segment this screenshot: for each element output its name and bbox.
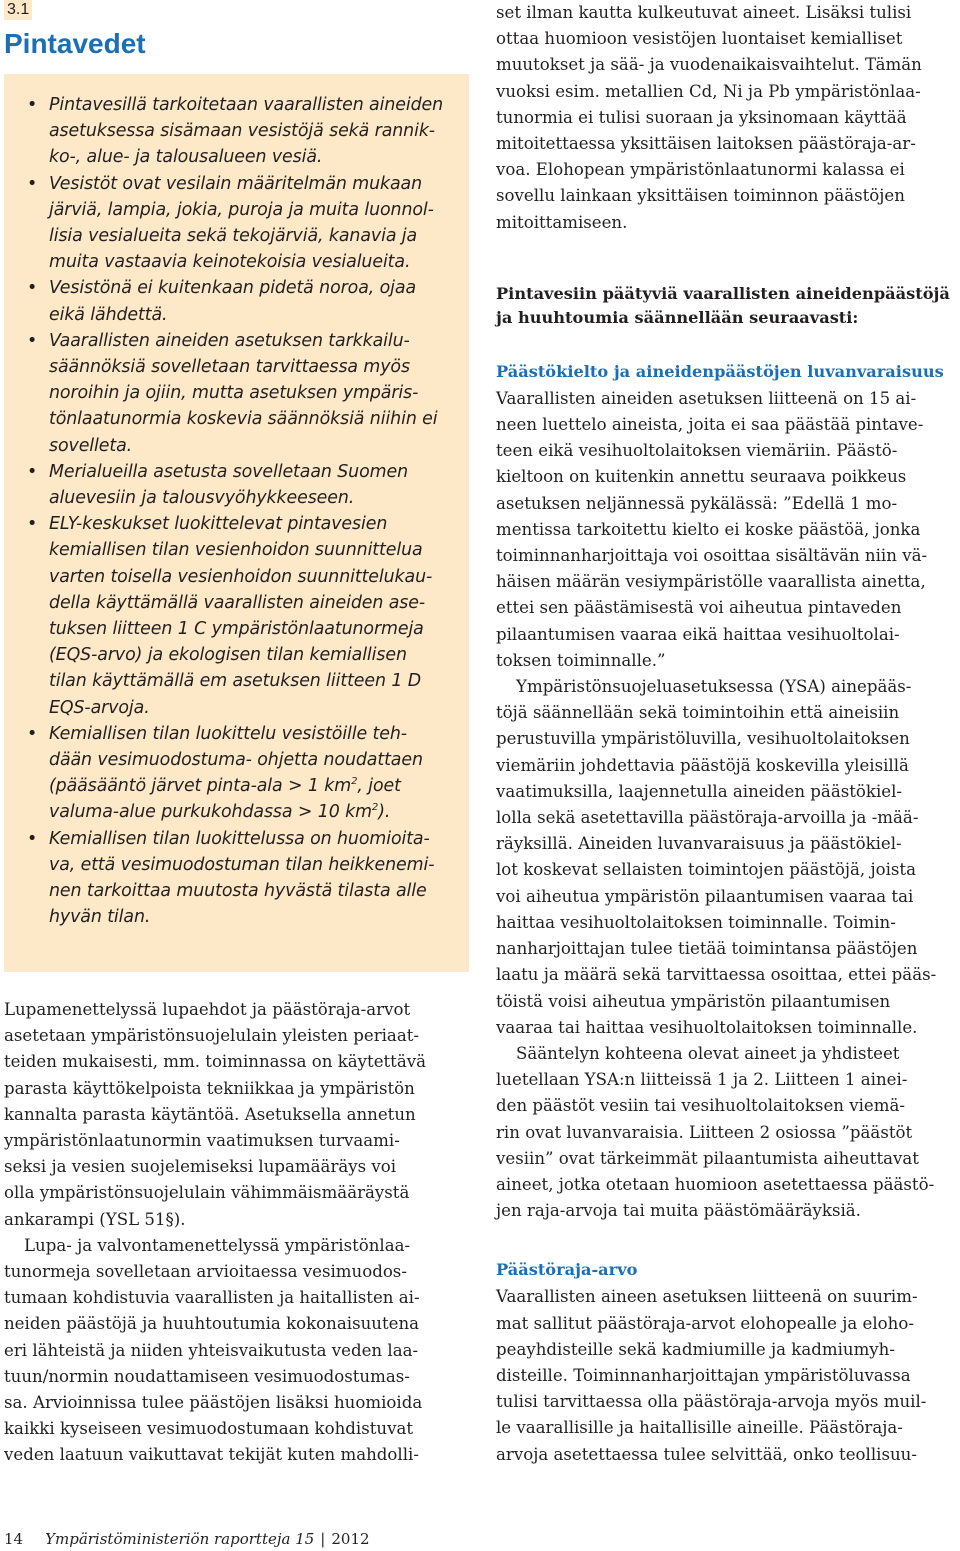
text-line: lolla sekä asetettavilla päästöraja-arvoilla ja -mää- xyxy=(496,808,919,828)
text-line: neen luettelo aineista, joita ei saa päästää pintave- xyxy=(496,415,924,435)
text-line: den päästöt vesiin tai vesihuoltolaitoksen viemä- xyxy=(496,1096,905,1116)
text-line: rin ovat luvanvaraisia. Liitteen 2 osiossa ”päästöt xyxy=(496,1122,913,1142)
bold-heading xyxy=(496,282,958,330)
text-line: hyvän tilan. xyxy=(49,907,151,928)
text-line: muutokset ja sää- ja vuodenaikaisvaihtelut. Tämän xyxy=(496,55,922,75)
text-line: vaatimuksilla, laajennetulla aineiden päästökiel- xyxy=(496,781,902,801)
text-line: kannalta parasta käytäntöä. Asetuksella annetun xyxy=(4,1104,416,1124)
callout-bullet-item xyxy=(25,328,455,459)
text-line: ankarampi (YSL 51§). xyxy=(4,1209,186,1229)
text-line: nanharjoittajan tulee tietää toimintansa päästöjen xyxy=(496,939,918,959)
text-line: varten toisella vesienhoidon suunnittelukau- xyxy=(49,566,433,587)
text-line: kemiallisen tilan vesienhoidon suunnittelua xyxy=(49,540,423,561)
text-line: kieltoon on kuitenkin annettu seuraava poikkeus xyxy=(496,467,907,487)
text-line: Vaarallisten aineen asetuksen liitteenä on suurim- xyxy=(496,1287,918,1307)
text-line: dään vesimuodostuma- ohjetta noudattaen xyxy=(49,750,423,771)
text-line: disteille. Toiminnanharjoittajan ympäristöluvassa xyxy=(496,1365,911,1385)
text-line: tumaan kohdistuvia vaarallisten ja haitallisten ai- xyxy=(4,1288,420,1308)
text-line: • Pintavesillä tarkoitetaan vaarallisten aineiden xyxy=(49,95,444,115)
text-line: tuksen liitteen 1 C ympäristönlaatunormeja xyxy=(49,619,424,640)
text-line: set ilman kautta kulkeutuvat aineet. Lisäksi tulisi xyxy=(496,3,912,22)
superscript: 2 xyxy=(371,802,379,814)
text-line: lot koskevat sellaisten toimintojen päästöjä, joista xyxy=(496,860,916,880)
text-line: va, että vesimuodostuman tilan heikkenemi- xyxy=(49,854,435,875)
text-line: vesiin” ovat tärkeimmät pilaantumista aiheuttavat xyxy=(496,1148,919,1168)
callout-bullet-item xyxy=(25,721,455,826)
text-line: päästöjen luvanvaraisuus xyxy=(714,361,944,381)
text-line: teiden mukaisesti, mm. toiminnassa on käytettävä xyxy=(4,1052,427,1072)
text-line: luetellaan YSA:n liitteissä 1 ja 2. Liitteen 1 ainei- xyxy=(496,1070,908,1090)
callout-box xyxy=(4,74,469,972)
paragraph xyxy=(496,1041,958,1224)
text-line: voa. Elohopean ympäristönlaatunormi kalassa ei xyxy=(496,160,905,180)
footer-year: 2012 xyxy=(331,1530,370,1548)
text-line: vuoksi esim. metallien Cd, Ni ja Pb ympäristönlaa- xyxy=(496,81,921,101)
text-line: kaikki kyseiseen vesimuodostumaan kohdistuvat xyxy=(4,1419,414,1439)
text-line: sovellu lainkaan yksittäisen toiminnon päästöjen xyxy=(496,186,905,206)
text-line: päästöjä ja huuhtoumia säännellään seuraavasti: xyxy=(496,283,950,327)
text-line: le vaarallisille ja haitallisille aineille. Päästöraja- xyxy=(496,1418,903,1438)
text-line: • Vesistöt ovat vesilain määritelmän mukaan xyxy=(49,173,423,194)
text-run: , joet xyxy=(357,776,401,797)
section-number: 3.1 xyxy=(4,0,32,20)
text-line: mat sallitut päästöraja-arvot elohopealle ja eloho- xyxy=(496,1313,914,1333)
text-line: haittaa vesihuoltolaitoksen toiminnalle. Toimin- xyxy=(496,912,896,932)
page-number: 14 xyxy=(4,1530,24,1548)
paragraph xyxy=(4,1233,468,1469)
text-run: ). xyxy=(378,802,391,823)
text-line: toiminnanharjoittaja voi osoittaa sisältävän niin vä- xyxy=(496,546,928,566)
text-line: nen tarkoittaa muutosta hyvästä tilasta alle xyxy=(49,881,427,902)
text-line: viemäriin johdettavia päästöjä koskevilla yleisillä xyxy=(496,755,909,775)
paragraph xyxy=(496,0,958,236)
text-line: ko-, alue- ja talousalueen vesiä. xyxy=(49,147,323,168)
text-line: asetuksessa sisämaan vesistöjä sekä rannik- xyxy=(49,121,435,142)
text-line xyxy=(49,799,455,825)
text-line: vaaraa tai haittaa vesihuoltolaitoksen toiminnalle. xyxy=(496,1017,918,1037)
callout-bullet-item xyxy=(25,275,455,327)
paragraph xyxy=(496,674,958,1041)
text-line: tulisi tarvittaessa olla päästöraja-arvoja myös muil- xyxy=(496,1392,927,1412)
text-line: sa. Arvioinnissa tulee päästöjen lisäksi huomioida xyxy=(4,1393,423,1413)
text-line: jen raja-arvoja tai muita päästömääräyksiä. xyxy=(496,1201,861,1221)
text-line: häisen määrän vesiympäristölle vaarallista ainetta, xyxy=(496,572,926,592)
text-line: perustuvilla ympäristöluvilla, vesihuoltolaitoksen xyxy=(496,729,910,749)
left-body-text xyxy=(4,997,468,1469)
text-line: Lupamenettelyssä lupaehdot ja päästöraja-arvot xyxy=(4,1000,411,1019)
text-line: neiden päästöjä ja huuhtoutumia kokonaisuutena xyxy=(4,1314,420,1334)
text-line: Pintavesiin päätyviä vaarallisten aineiden xyxy=(496,283,874,303)
callout-bullet-item xyxy=(25,92,455,171)
text-line: parasta käyttökelpoista tekniikkaa ja ympäristön xyxy=(4,1078,415,1098)
text-line: teen eikä vesihuoltolaitoksen viemäriin. Päästö- xyxy=(496,441,898,461)
text-line: Vaarallisten aineiden asetuksen liitteenä on 15 ai- xyxy=(496,388,917,408)
text-line: peayhdisteille sekä kadmiumille ja kadmiumyh- xyxy=(496,1339,895,1359)
subheading-paastokielto xyxy=(496,360,958,384)
callout-bullet-item xyxy=(25,171,455,276)
text-line: ottaa huomioon vesistöjen luontaiset kemialliset xyxy=(496,29,903,49)
text-run: (pääsääntö järvet pinta-ala > 1 km xyxy=(49,776,352,797)
paragraph xyxy=(496,1284,958,1467)
text-line: olla ympäristönsuojelulain vähimmäismääräystä xyxy=(4,1183,410,1203)
text-line: eikä lähdettä. xyxy=(49,304,168,325)
callout-bullet-item xyxy=(25,511,455,721)
callout-bullet-item xyxy=(25,459,455,511)
text-line: della käyttämällä vaarallisten aineiden ase- xyxy=(49,592,426,613)
text-line: pilaantumisen vaaraa eikä haittaa vesihuoltolai- xyxy=(496,624,900,644)
text-line: tilan käyttämällä em asetuksen liitteen 1 D xyxy=(49,671,422,692)
text-line: EQS-arvoja. xyxy=(49,697,150,718)
text-line: töjä säännellään sekä toimintoihin että aineisiin xyxy=(496,703,900,723)
text-line: aineet, jotka otetaan huomioon asetettaessa päästö- xyxy=(496,1174,935,1194)
text-line xyxy=(49,773,455,799)
publication-name: Ympäristöministeriön raportteja 15 xyxy=(45,1530,315,1548)
text-line: asetetaan ympäristönsuojelulain yleisten periaat- xyxy=(4,1026,419,1046)
text-line: töistä voisi aiheutua ympäristön pilaantumisen xyxy=(496,991,891,1011)
right-column xyxy=(496,0,958,1468)
text-line: seksi ja vesien suojelemiseksi lupamääräys voi xyxy=(4,1157,397,1177)
text-line: ympäristönlaatunormin vaatimuksen turvaami- xyxy=(4,1131,400,1151)
text-line: tuun/normin noudattamiseen vesimuodostumas- xyxy=(4,1366,410,1386)
text-line: mitoitettaessa yksittäisen laitoksen päästöraja-ar- xyxy=(496,134,916,154)
text-line: Ympäristönsuojeluasetuksessa (YSA) ainepääs- xyxy=(516,677,912,697)
text-line: Lupa- ja valvontamenettelyssä ympäristönlaa- xyxy=(24,1235,411,1255)
callout-bullet-item xyxy=(25,826,455,931)
text-line: toksen toiminnalle.” xyxy=(496,650,666,670)
text-line: asetuksen neljännessä pykälässä: ”Edellä 1 mo- xyxy=(496,493,898,513)
text-line: järviä, lampia, jokia, puroja ja muita luonnol- xyxy=(49,199,434,220)
text-line: (EQS-arvo) ja ekologisen tilan kemiallisen xyxy=(49,645,407,666)
text-line: • ELY-keskukset luokittelevat pintavesien xyxy=(49,514,388,535)
text-line: muita vastaavia keinotekoisia vesialueita. xyxy=(49,252,411,273)
text-line: eri lähteistä ja niiden yhteisvaikutusta veden laa- xyxy=(4,1340,419,1360)
text-line: laatu ja määrä sekä tarvittaessa osoittaa, ettei pääs- xyxy=(496,965,937,985)
text-line: veden laatuun vaikuttavat tekijät kuten mahdolli- xyxy=(4,1445,419,1465)
text-line: mitoittamiseen. xyxy=(496,212,628,232)
text-line: räyksillä. Aineiden luvanvaraisuus ja päästökiel- xyxy=(496,834,902,854)
text-line: Päästökielto ja aineiden xyxy=(496,361,715,381)
text-run: valuma-alue purkukohdassa > 10 km xyxy=(49,802,372,823)
text-line: aluevesiin ja talousvyöhykkeeseen. xyxy=(49,488,355,509)
text-line: voi aiheutua ympäristön pilaantumisen vaaraa tai xyxy=(496,886,914,906)
text-line: • Kemiallisen tilan luokittelussa on huomioita- xyxy=(49,828,430,849)
footer xyxy=(4,1529,370,1549)
text-line: • Kemiallisen tilan luokittelu vesistöille teh- xyxy=(49,723,407,744)
text-line: • Vesistönä ei kuitenkaan pidetä noroa, ojaa xyxy=(49,278,417,299)
text-line: säännöksiä sovelletaan tarvittaessa myös xyxy=(49,357,410,378)
text-line: lisia vesialueita sekä tekojärviä, kanavia ja xyxy=(49,226,418,247)
text-line: • Merialueilla asetusta sovelletaan Suomen xyxy=(49,461,408,482)
text-line: ettei sen päästämisestä voi aiheutua pintaveden xyxy=(496,598,902,618)
text-line: tunormeja sovelletaan arvioitaessa vesimuodos- xyxy=(4,1262,407,1282)
callout-list xyxy=(25,92,455,931)
paragraph xyxy=(4,997,468,1233)
subheading-paastoraja-arvo: Päästöraja-arvo xyxy=(496,1260,638,1280)
paragraph xyxy=(496,386,958,674)
superscript: 2 xyxy=(351,776,358,788)
text-line: mentissa tarkoitettu kielto ei koske päästöä, jonka xyxy=(496,519,921,539)
text-line: arvoja asetettaessa tulee selvittää, onko teollisuu- xyxy=(496,1444,917,1464)
text-line: sovelleta. xyxy=(49,435,133,456)
text-line: tunormia ei tulisi suoraan ja yksinomaan käyttää xyxy=(496,107,907,127)
text-line: noroihin ja ojiin, mutta asetuksen ympäris- xyxy=(49,383,419,404)
text-line: Sääntelyn kohteena olevat aineet ja yhdisteet xyxy=(516,1043,900,1063)
text-line: • Vaarallisten aineiden asetuksen tarkkailu- xyxy=(49,330,410,351)
footer-separator: | xyxy=(320,1530,326,1548)
page-title: Pintavedet xyxy=(4,28,146,59)
text-line: tönlaatunormia koskevia säännöksiä niihin ei xyxy=(49,409,438,430)
